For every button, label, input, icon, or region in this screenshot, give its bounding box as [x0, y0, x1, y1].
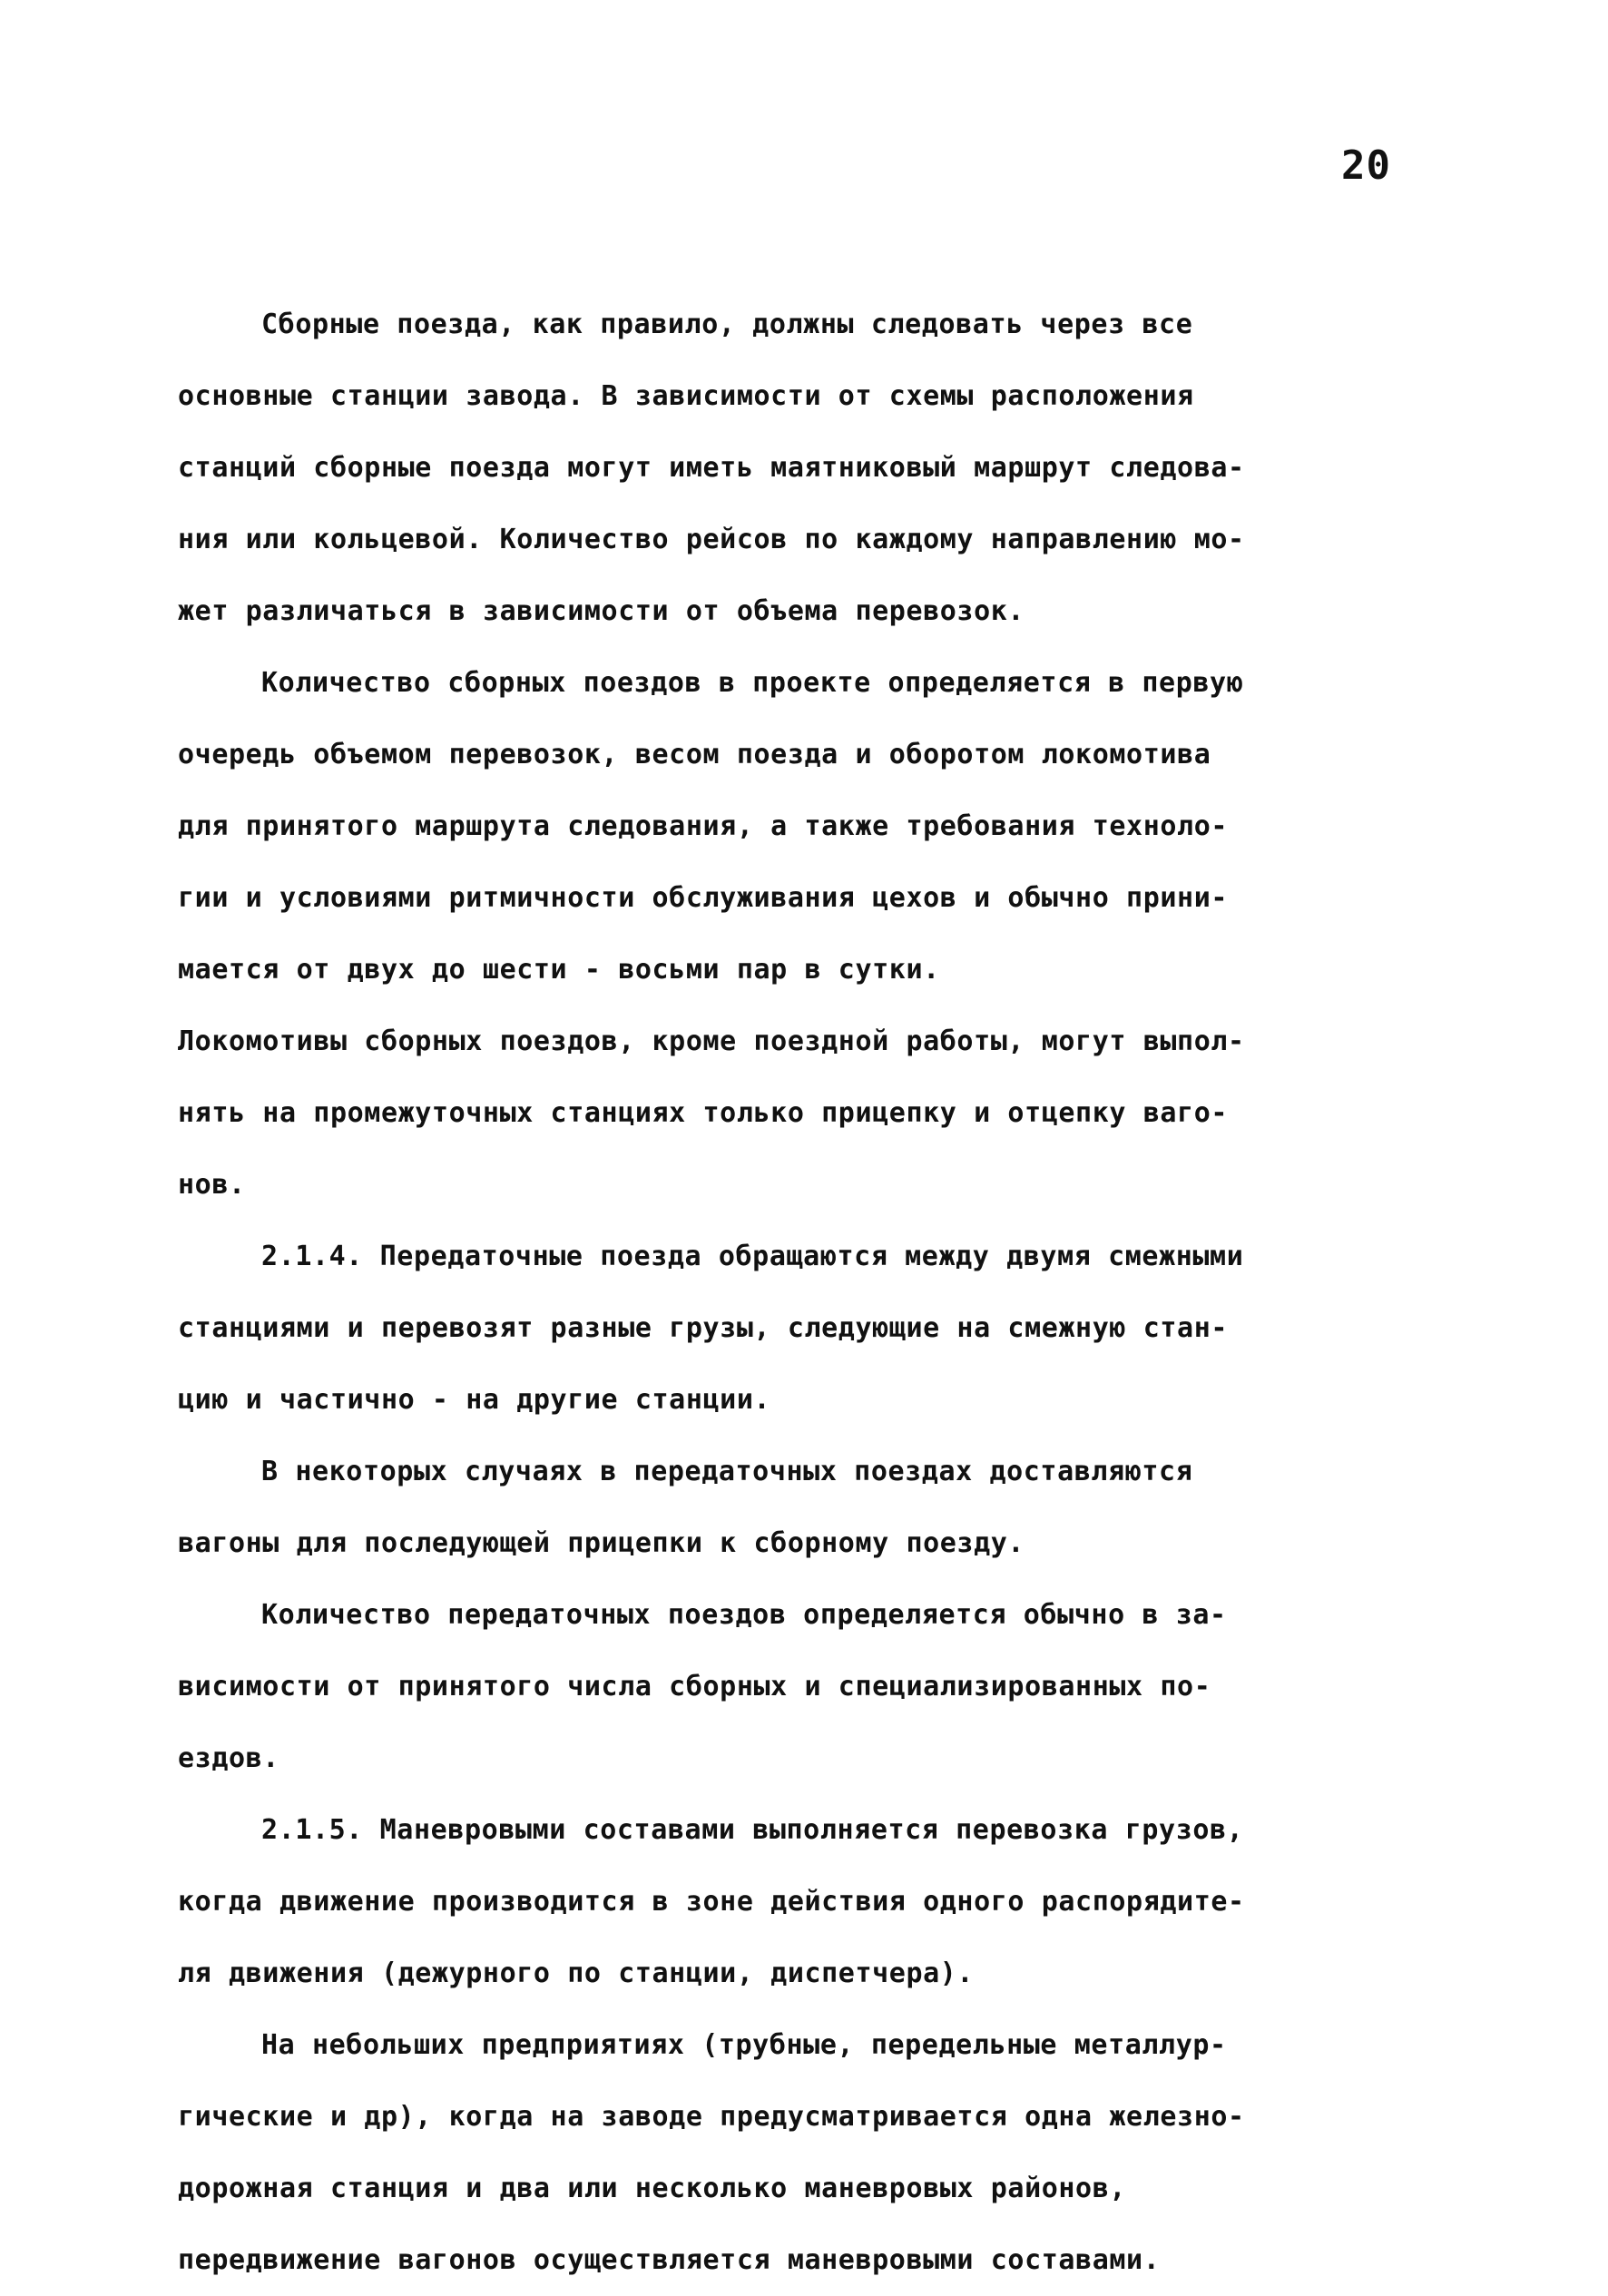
- paragraph: [178, 1221, 1466, 1436]
- text-line: гические и др), когда на заводе предусматривается одна железно-: [178, 2101, 1245, 2133]
- paragraph: [178, 1579, 1466, 1794]
- text-line: цию и частично - на другие станции.: [178, 1384, 771, 1416]
- text-line: дорожная станция и два или несколько маневровых районов,: [178, 2173, 1127, 2204]
- text-line: гии и условиями ритмичности обслуживания цехов и обычно прини-: [178, 882, 1229, 914]
- paragraph: [178, 2009, 1466, 2296]
- paragraph: [178, 289, 1466, 647]
- text-line: для принятого маршрута следования, а также требования техноло-: [178, 810, 1229, 842]
- paragraph: [178, 1436, 1466, 1579]
- text-line: ния или кольцевой. Количество рейсов по каждому направлению мо-: [178, 524, 1245, 555]
- text-line: когда движение производится в зоне действия одного распорядите-: [178, 1886, 1245, 1918]
- text-line: ездов.: [178, 1742, 279, 1774]
- text-line: Локомотивы сборных поездов, кроме поездной работы, могут выпол-: [178, 1025, 1245, 1057]
- text-line: 2.1.4. Передаточные поезда обращаются между двумя смежными: [261, 1241, 1244, 1272]
- text-line: вагоны для последующей прицепки к сборному поезду.: [178, 1527, 1025, 1559]
- text-line: основные станции завода. В зависимости от схемы расположения: [178, 380, 1194, 412]
- text-line: В некоторых случаях в передаточных поездах доставляются: [261, 1456, 1193, 1487]
- paragraph: [178, 1006, 1466, 1221]
- text-line: передвижение вагонов осуществляется маневровыми составами.: [178, 2244, 1161, 2276]
- text-line: нов.: [178, 1169, 246, 1201]
- page-number: 20: [1341, 142, 1391, 189]
- paragraph: [178, 647, 1466, 1006]
- text-line: жет различаться в зависимости от объема перевозок.: [178, 595, 1025, 627]
- text-line: станций сборные поезда могут иметь маятниковый маршрут следова-: [178, 452, 1245, 484]
- text-line: На небольших предприятиях (трубные, передельные металлур-: [261, 2029, 1227, 2061]
- text-line: мается от двух до шести - восьми пар в сутки.: [178, 954, 940, 986]
- text-line: станциями и перевозят разные грузы, следующие на смежную стан-: [178, 1312, 1229, 1344]
- text-line: ля движения (дежурного по станции, диспетчера).: [178, 1957, 975, 1989]
- text-line: очередь объемом перевозок, весом поезда и оборотом локомотива: [178, 739, 1211, 770]
- document-body: [178, 289, 1466, 2296]
- text-line: висимости от принятого числа сборных и специализированных по-: [178, 1671, 1211, 1702]
- text-line: Сборные поезда, как правило, должны следовать через все: [261, 309, 1193, 340]
- text-line: 2.1.5. Маневровыми составами выполняется перевозка грузов,: [261, 1814, 1244, 1846]
- text-line: Количество передаточных поездов определяется обычно в за-: [261, 1599, 1227, 1631]
- paragraph: [178, 1794, 1466, 2009]
- text-line: Количество сборных поездов в проекте определяется в первую: [261, 667, 1244, 699]
- text-line: нять на промежуточных станциях только прицепку и отцепку ваго-: [178, 1097, 1229, 1129]
